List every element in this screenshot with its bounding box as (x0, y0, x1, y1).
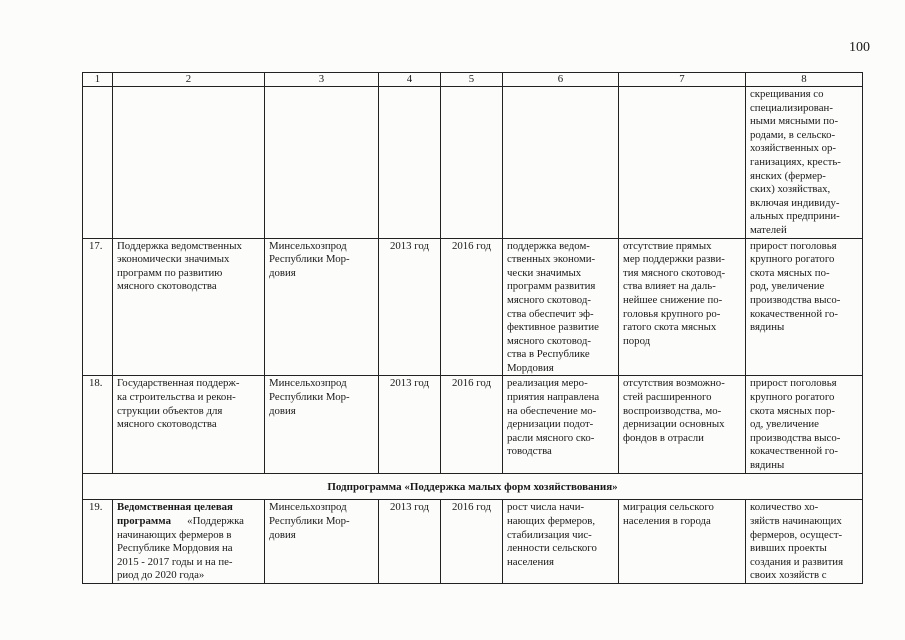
text-line: реализация меро- (507, 377, 588, 390)
text-line: кокачественной го- (750, 307, 838, 320)
text-line: фермеров, осущест- (750, 528, 843, 541)
text-line: количество хо- (750, 501, 819, 514)
cell-name (113, 500, 265, 584)
table-row-continuation (83, 87, 863, 239)
cell-indicator (746, 500, 863, 584)
page-number: 100 (849, 40, 870, 55)
text-line: производства высо- (750, 431, 841, 444)
text-line: Поддержка ведомственных (117, 239, 242, 252)
text-line: скрещивания со (750, 88, 824, 100)
cell-executor (265, 87, 379, 239)
text-line: приятия направлена (507, 391, 600, 404)
text-line: мясного скотоводства (117, 418, 217, 431)
header-col-4: 4 (379, 73, 441, 87)
text-line: населения в города (623, 515, 711, 528)
cell-start: 2013 год (379, 376, 441, 474)
cell-num: 18. (83, 376, 113, 474)
cell-name (113, 238, 265, 376)
text-line: производства высо- (750, 293, 841, 306)
text-line: ства влияет на даль- (623, 280, 716, 293)
text-line: Государственная поддерж- (117, 377, 240, 390)
text-line: расли мясного ско- (507, 431, 595, 444)
table-row-19 (83, 500, 863, 584)
text-line: Минсельхозпрод (269, 501, 347, 514)
text-line: товодства (507, 445, 552, 458)
text-line: ка строительства и рекон- (117, 391, 236, 404)
cell-end: 2016 год (441, 376, 503, 474)
text-line: скота мясных по- (750, 266, 830, 279)
text-line: фективное развитие (507, 321, 599, 334)
text-line: крупного рогатого (750, 253, 835, 266)
table-row-18 (83, 376, 863, 474)
text-line: мясного скотоводства (117, 280, 217, 293)
header-col-3: 3 (265, 73, 379, 87)
header-col-1: 1 (83, 73, 113, 87)
text-line: Минсельхозпрод (269, 377, 347, 390)
cell-result (503, 500, 619, 584)
text-line: отсутствия возможно- (623, 377, 725, 390)
text-line: дернизации основных (623, 418, 725, 431)
text-line: 2015 - 2017 годы и на пе- (117, 555, 233, 568)
header-row (83, 73, 863, 87)
text-line: мер поддержки разви- (623, 253, 725, 266)
text-line: зяйств начинающих (750, 515, 842, 528)
text-line: нающих фермеров, (507, 515, 596, 528)
cell-start (379, 87, 441, 239)
text-line: ства обеспечит эф- (507, 307, 594, 320)
cell-name (113, 376, 265, 474)
text-line: специализирован- (750, 101, 833, 114)
cell-indicator (746, 238, 863, 376)
text-line: Минсельхозпрод (269, 239, 347, 252)
text-line: мясного скотовод- (507, 293, 591, 306)
cell-consequences (619, 238, 746, 376)
measures-table (82, 72, 863, 584)
text-line: Республики Мор- (269, 515, 350, 528)
header-col-8: 8 (746, 73, 863, 87)
text-line: вядины (750, 459, 785, 472)
cell-indicator (746, 87, 863, 239)
header-col-2: 2 (113, 73, 265, 87)
text-line: населения (507, 555, 554, 568)
cell-result (503, 238, 619, 376)
text-line: включая индивиду- (750, 196, 840, 209)
text-line: ленности сельского (507, 542, 597, 555)
text-line: альных предприни- (750, 210, 840, 223)
cell-indicator (746, 376, 863, 474)
text-line: стабилизация чис- (507, 528, 592, 541)
text-line: струкции объектов для (117, 404, 223, 417)
text-line: фондов в отрасли (623, 431, 704, 444)
cell-end: 2016 год (441, 500, 503, 584)
text-line: ственных экономи- (507, 253, 596, 266)
text-line: довия (269, 528, 296, 541)
text-line: вивших проекты (750, 542, 827, 555)
cell-executor (265, 500, 379, 584)
cell-executor (265, 238, 379, 376)
text-line: довия (269, 266, 296, 279)
text-line: пород (623, 334, 651, 347)
cell-num: 19. (83, 500, 113, 584)
text-line: стей расширенного (623, 391, 712, 404)
text-line: крупного рогатого (750, 391, 835, 404)
measures-table-container (82, 72, 863, 584)
text-line (117, 515, 260, 529)
text-line: Республики Мор- (269, 253, 350, 266)
text-line-bold: Ведомственная целевая (117, 501, 233, 514)
cell-name (113, 87, 265, 239)
cell-result (503, 87, 619, 239)
cell-consequences (619, 500, 746, 584)
text-line: прирост поголовья (750, 377, 837, 390)
text-line: программ по развитию (117, 266, 223, 279)
text-line: гатого скота мясных (623, 321, 717, 334)
text-line: ганизациях, кресть- (750, 155, 841, 168)
text-line: Республике Мордовия на (117, 542, 233, 555)
cell-end (441, 87, 503, 239)
cell-num (83, 87, 113, 239)
subprogram-title: Подпрограмма «Поддержка малых форм хозяйствования» (83, 474, 863, 500)
text-line: создания и развития (750, 555, 844, 568)
text-line: Мордовия (507, 361, 554, 374)
text-line: чески значимых (507, 266, 582, 279)
header-col-6: 6 (503, 73, 619, 87)
cell-consequences (619, 376, 746, 474)
text-line: программ развития (507, 280, 596, 293)
text-line: экономически значимых (117, 253, 230, 266)
text-line: прирост поголовья (750, 239, 837, 252)
text-line: риод до 2020 года» (117, 569, 205, 582)
text-line: отсутствие прямых (623, 239, 712, 252)
subprogram-row (83, 474, 863, 500)
text-line: Республики Мор- (269, 391, 350, 404)
text-line: миграция сельского (623, 501, 714, 514)
text-line: рост числа начи- (507, 501, 585, 514)
text-line: своих хозяйств с (750, 569, 827, 582)
cell-start: 2013 год (379, 238, 441, 376)
text-line: скота мясных пор- (750, 404, 835, 417)
cell-result (503, 376, 619, 474)
text-line: головья крупного ро- (623, 307, 721, 320)
text-line: начинающих фермеров в (117, 528, 232, 541)
text-line: родами, в сельско- (750, 128, 836, 141)
text-line: довия (269, 404, 296, 417)
text-line: мателей (750, 223, 787, 236)
text-line: ства в Республике (507, 348, 590, 361)
text-line: вядины (750, 321, 785, 334)
text-line: ских) хозяйствах, (750, 183, 831, 196)
cell-start: 2013 год (379, 500, 441, 584)
text-bold: программа (117, 515, 171, 528)
text-line: ными мясными по- (750, 115, 839, 128)
cell-consequences (619, 87, 746, 239)
text-line: на обеспечение мо- (507, 404, 597, 417)
header-col-5: 5 (441, 73, 503, 87)
text-line: хозяйственных ор- (750, 142, 837, 155)
text-line: од, увеличение (750, 418, 819, 431)
cell-num: 17. (83, 238, 113, 376)
text-part: «Поддержка (187, 515, 244, 528)
text-line: воспроизводства, мо- (623, 404, 722, 417)
cell-executor (265, 376, 379, 474)
table-row-17 (83, 238, 863, 376)
text-line: род, увеличение (750, 280, 825, 293)
text-line: янских (фермер- (750, 169, 826, 182)
text-line: нейшее снижение по- (623, 293, 723, 306)
text-line: кокачественной го- (750, 445, 838, 458)
text-line: поддержка ведом- (507, 239, 590, 252)
text-line: дернизации подот- (507, 418, 594, 431)
cell-end: 2016 год (441, 238, 503, 376)
text-line: тия мясного скотовод- (623, 266, 726, 279)
header-col-7: 7 (619, 73, 746, 87)
text-line: мясного скотовод- (507, 334, 591, 347)
